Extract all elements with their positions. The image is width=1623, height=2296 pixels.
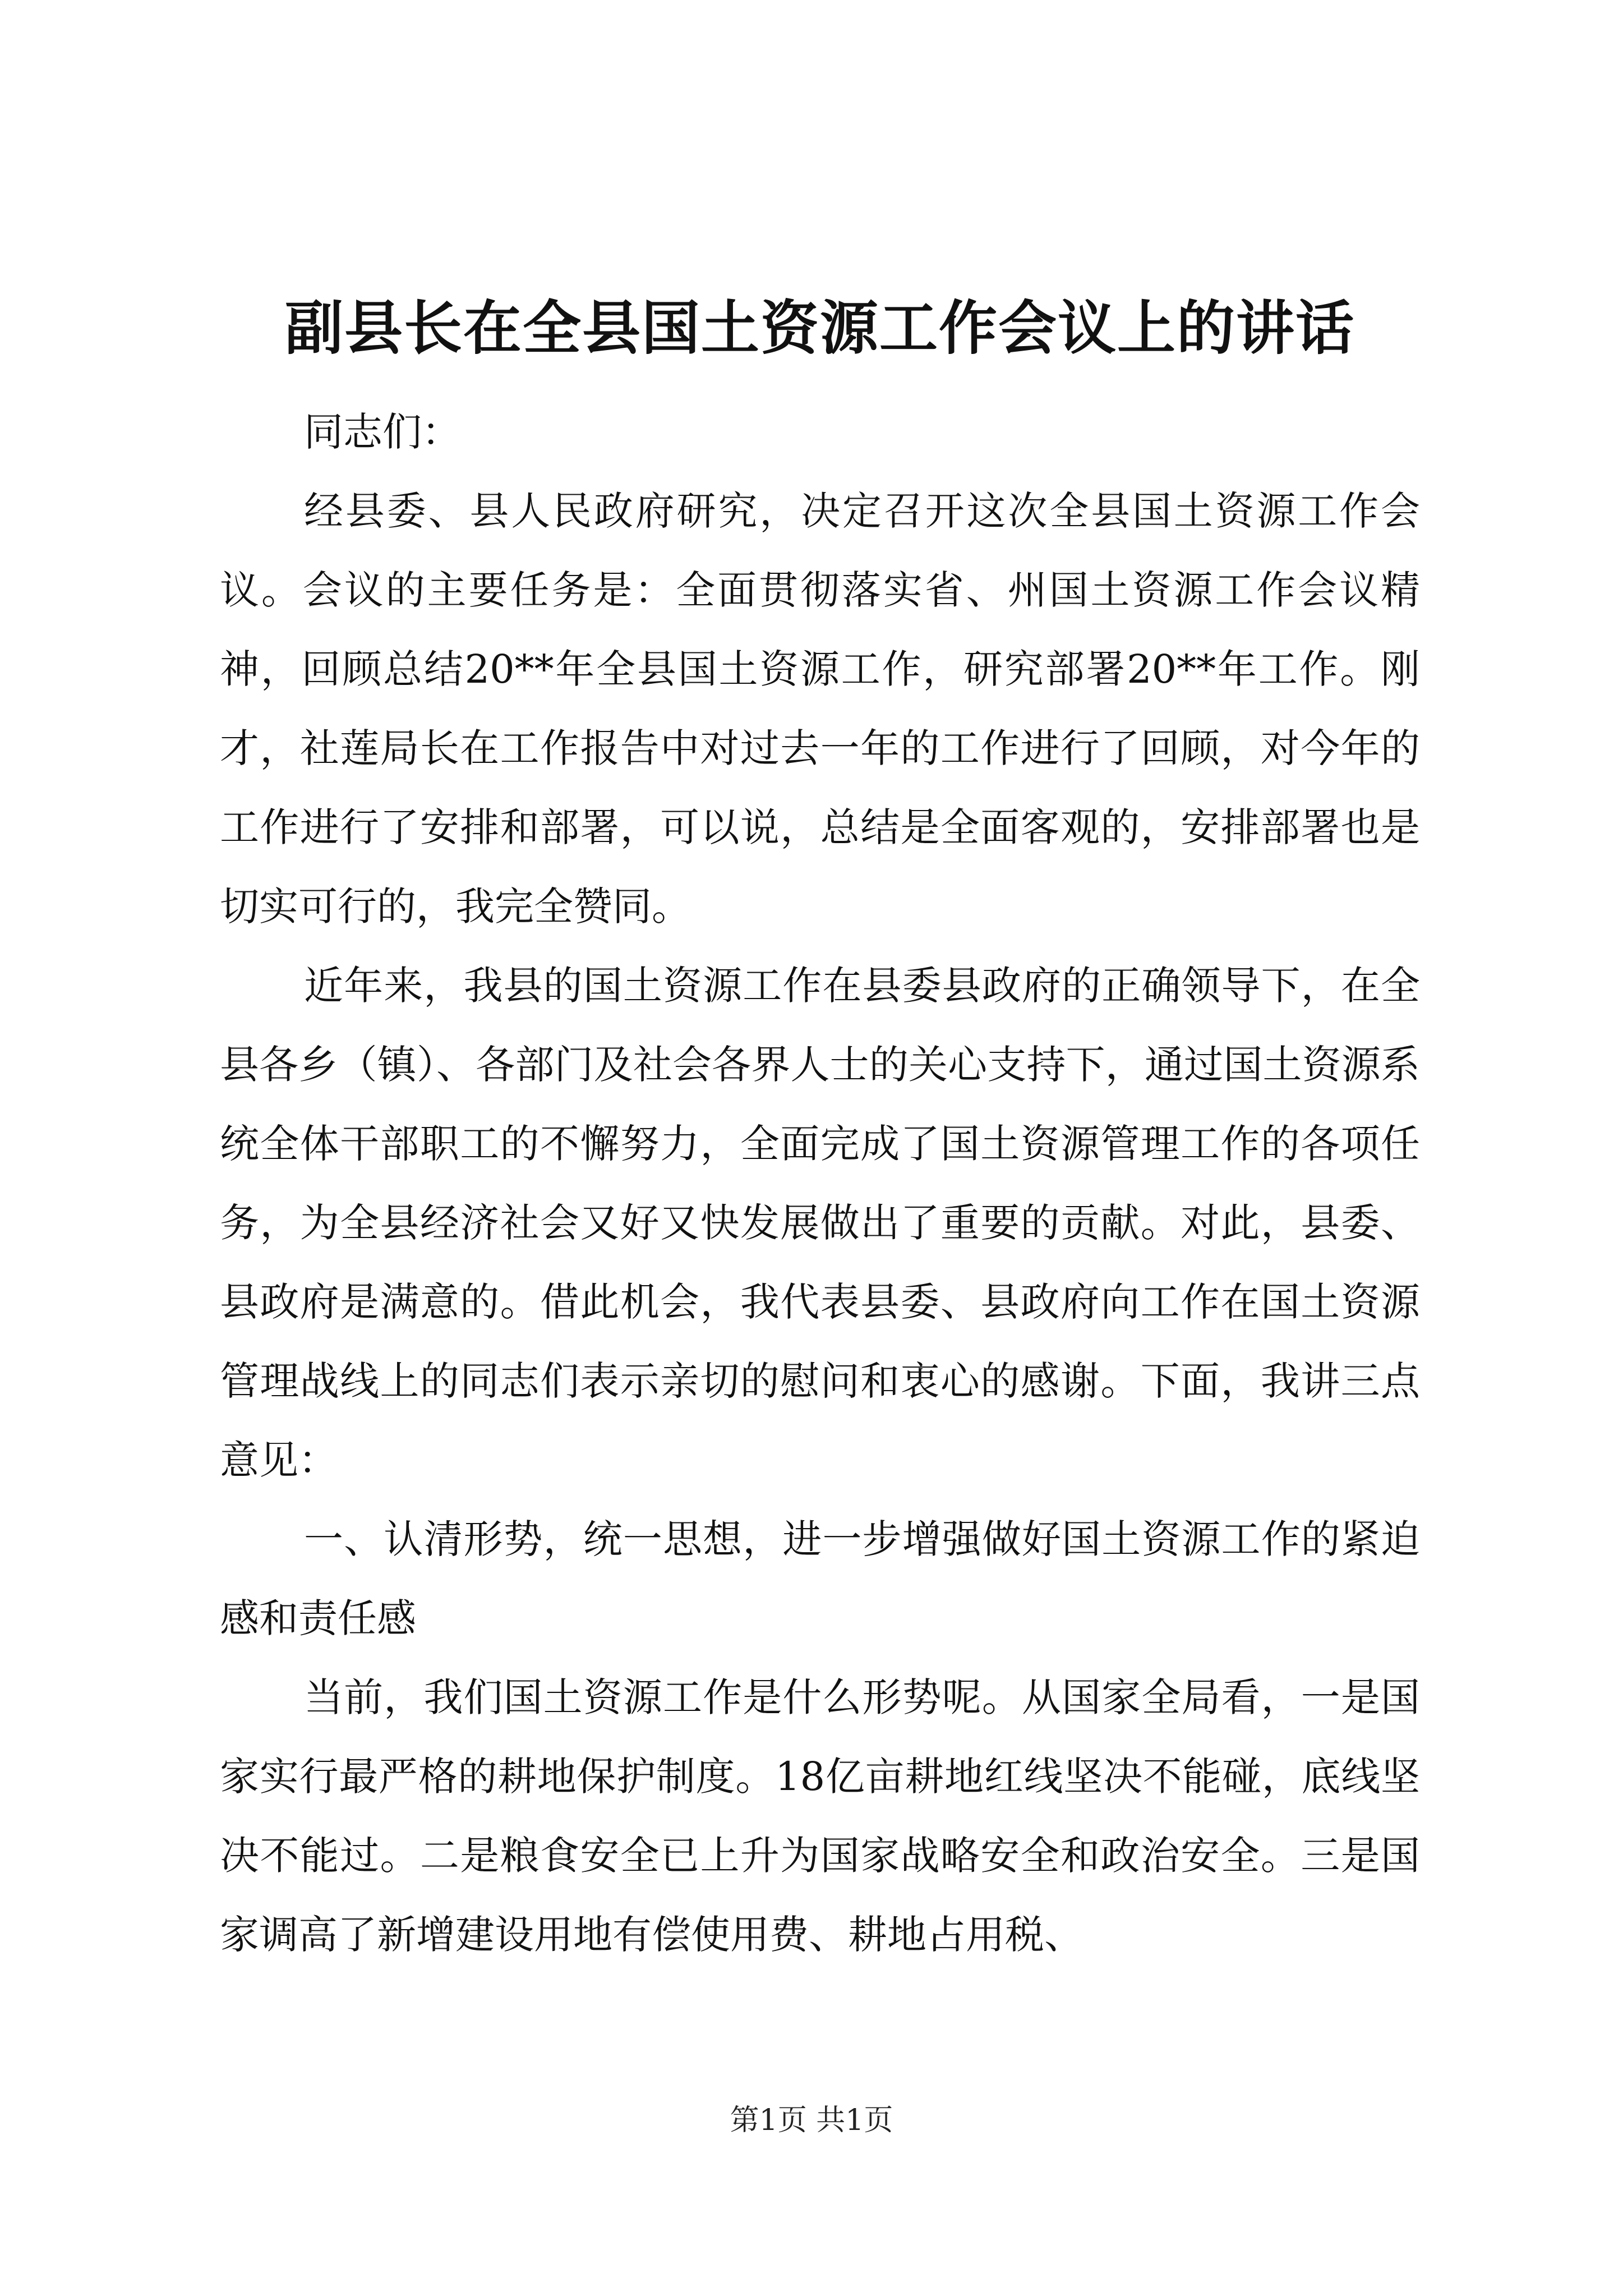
page-number: 第1页 共1页: [730, 2104, 893, 2137]
paragraph: 经县委、县人民政府研究，决定召开这次全县国土资源工作会议。会议的主要任务是：全面贯彻落实省、州国土资源工作会议精神，回顾总结20**年全县国土资源工作，研究部署20**年工作。刚才，社莲局长在工作报告中对过去一年的工作进行了回顾，对今年的工作进行了安排和部署，可以说，总结是全面客观的，安排部署也是切实可行的，我完全赞同。: [220, 488, 1420, 930]
document-body: [220, 393, 1420, 1975]
page-footer: [0, 2098, 1623, 2143]
document-title: 副县长在全县国土资源工作会议上的讲话: [284, 293, 1355, 362]
paragraph: 当前，我们国土资源工作是什么形势呢。从国家全局看，一是国家实行最严格的耕地保护制度。18亿亩耕地红线坚决不能碰，底线坚决不能过。二是粮食安全已上升为国家战略安全和政治安全。三是国家调高了新增建设用地有偿使用费、耕地占用税、: [220, 1674, 1420, 1958]
salutation: 同志们：: [304, 409, 461, 455]
paragraph: 近年来，我县的国土资源工作在县委县政府的正确领导下，在全县各乡（镇）、各部门及社会各界人士的关心支持下，通过国土资源系统全体干部职工的不懈努力，全面完成了国土资源管理工作的各项任务，为全县经济社会又好又快发展做出了重要的贡献。对此，县委、县政府是满意的。借此机会，我代表县委、县政府向工作在国土资源管理战线上的同志们表示亲切的慰问和衷心的感谢。下面，我讲三点意见：: [220, 963, 1420, 1483]
section-heading: 一、认清形势，统一思想，进一步增强做好国土资源工作的紧迫感和责任感: [220, 1516, 1420, 1641]
